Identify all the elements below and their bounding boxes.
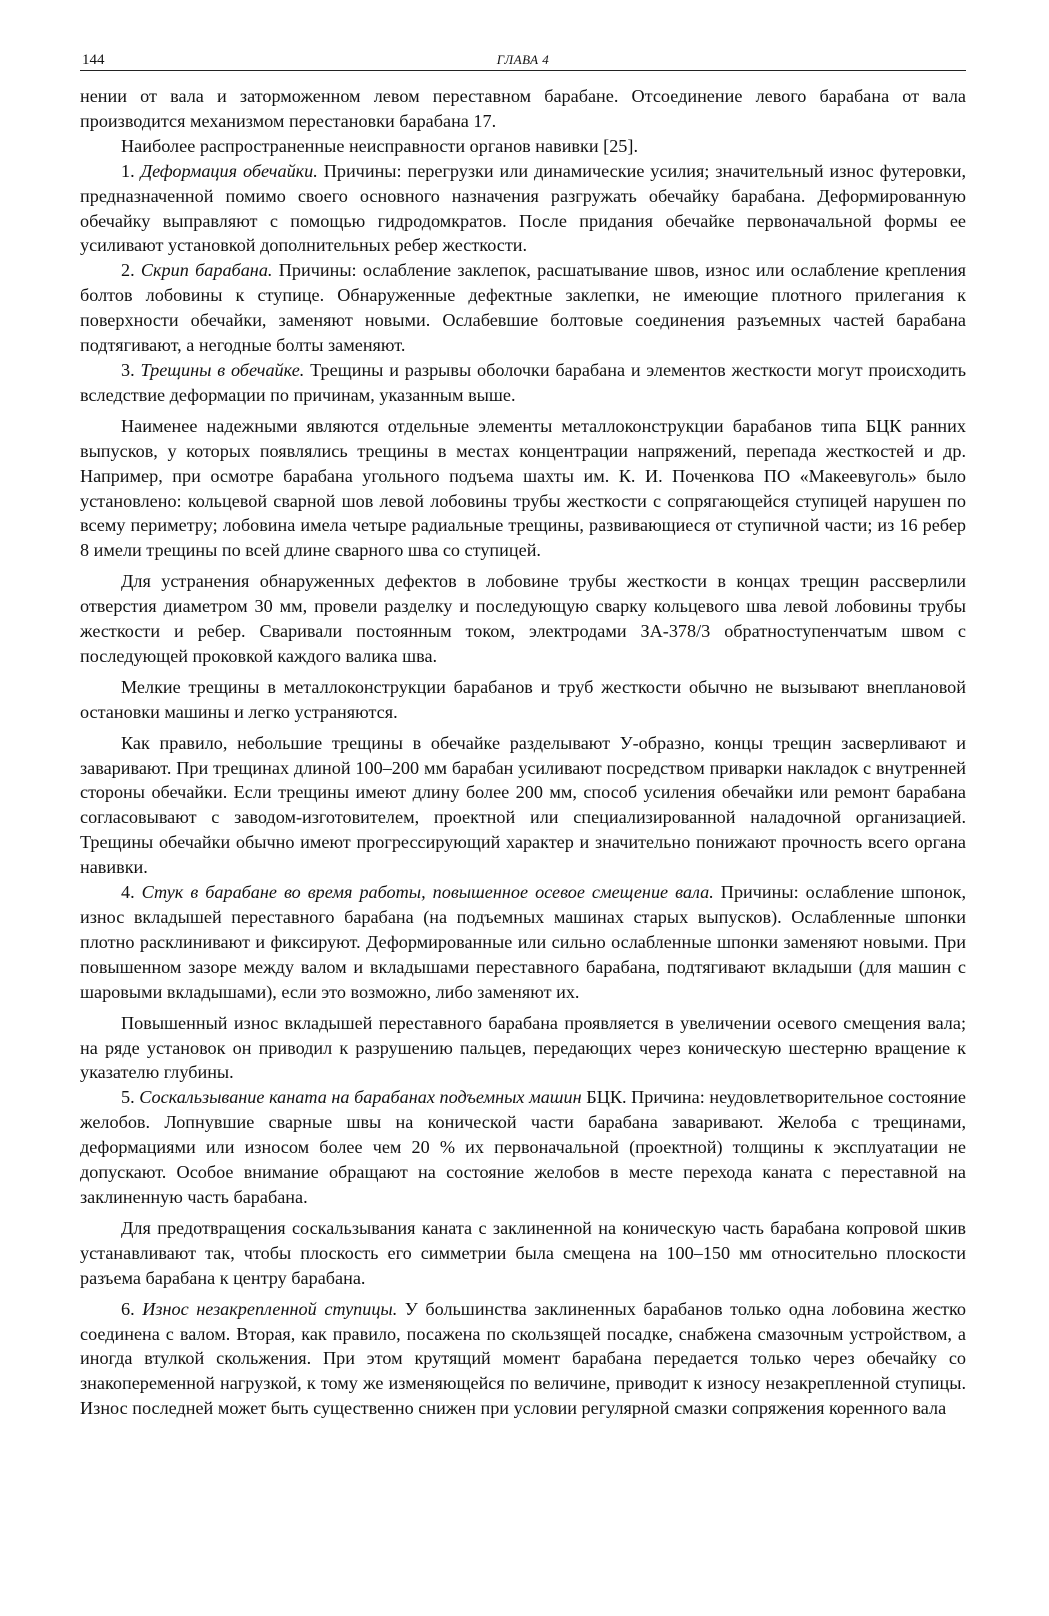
item-heading: Скрип барабана.: [140, 260, 273, 281]
paragraph-item-2: 2. Скрип барабана. Причины: ослабление заклепок, расшатывание швов, износ или ослабление крепления болтов лобовины к ступице. Обнаруженные дефектные заклепки, не имеющие плотного прилегания к поверхности обечайки, заменяют новыми. Ослабевшие болтовые соединения разъемных частей барабана подтягивают, а негодные болты заменяют.: [80, 260, 966, 356]
paragraph-item-3: 3. Трещины в обечайке. Трещины и разрывы оболочки барабана и элементов жесткости могут происходить вследствие деформации по причинам, указанным выше.: [80, 359, 967, 405]
paragraph-item-4: 4. Стук в барабане во время работы, повышенное осевое смещение вала. Причины: ослабление шпонок, износ вкладышей переставного барабана (на подъемных машинах старых выпусков). Ослабленные шпонки плотно расклинивают и фиксируют. Деформированные или сильно ослабленные шпонки заменяют новыми. При повышенном зазоре между валом и вкладышами переставного барабана, подтягивают вкладыши (для машин с шаровыми вкладышами), если это возможно, либо заменяют их.: [80, 882, 966, 1002]
item-heading: Стук в барабане во время работы, повышенное осевое смещение вала.: [141, 882, 714, 903]
running-head: ГЛАВА 4: [496, 52, 550, 67]
paragraph: Повышенный износ вкладышей переставного барабана проявляется в увеличении осевого смещения вала; на ряде установок он приводил к разрушению пальцев, передающих через коническую шестерню вращение к указателю глубины.: [80, 1012, 966, 1083]
page-number: 144: [82, 52, 105, 68]
paragraph: нении от вала и заторможенном левом переставном барабане. Отсоединение левого барабана от вала производится механизмом перестановки барабана 17.: [80, 86, 966, 131]
item-heading: Деформация обечайки.: [140, 160, 318, 181]
item-heading: Трещины в обечайке.: [140, 359, 305, 380]
paragraph: Наименее надежными являются отдельные элементы металлоконструкции барабанов типа БЦК ранних выпусков, у которых появлялись трещины в местах концентрации напряжений, перепада жесткостей и др. Например, при осмотре барабана угольного подъема шахты им. К. И. Поченкова ПО «Макеевуголь» было установлено: кольцевой сварной шов левой лобовины трубы жесткости с сопрягающейся ступицей нарушен по всему периметру; лобовина имела четыре радиальные трещины, развивающиеся от ступичной части; из 16 ребер 8 имели трещины по всей длине сварного шва со ступицей.: [80, 415, 966, 561]
item-heading: Износ незакрепленной ступицы.: [142, 1298, 398, 1319]
paragraph: Наиболее распространенные неисправности органов навивки [25].: [121, 135, 638, 156]
paragraph: Для устранения обнаруженных дефектов в лобовине трубы жесткости в концах трещин рассверлили отверстия диаметром 30 мм, провели разделку и последующую сварку кольцевого шва левой лобовины трубы жесткости и ребер. Сваривали постоянным током, электродами ЗА-378/3 обратноступенчатым швом с последующей проковкой каждого валика шва.: [80, 571, 966, 666]
paragraph-item-5: 5. Соскальзывание каната на барабанах подъемных машин БЦК. Причина: неудовлетворительное состояние желобов. Лопнувшие сварные швы на конической части барабана заваривают. Желоба с трещинами, деформациями или износом более чем 20 % их первоначальной (проектной) толщины к эксплуатации не допускают. Особое внимание обращают на состояние желобов в месте перехода каната с переставной на заклиненную часть барабана.: [80, 1087, 967, 1207]
page-header: [80, 48, 966, 71]
paragraph: Как правило, небольшие трещины в обечайке разделывают У-образно, концы трещин засверливают и заваривают. При трещинах длиной 100–200 мм барабан усиливают посредством приварки накладок с внутренней стороны обечайки. Если трещины имеют длину более 200 мм, способ усиления обечайки или ремонт барабана согласовывают с заводом-изготовителем, проектной или специализированной наладочной организацией. Трещины обечайки обычно имеют прогрессирующий характер и значительно понижают прочность всего органа навивки.: [80, 732, 966, 878]
paragraph-item-1: 1. Деформация обечайки. Причины: перегрузки или динамические усилия; значительный износ футеровки, предназначенной помимо своего основного назначения разгружать обечайку барабана. Деформированную обечайку выправляют с помощью гидродомкратов. После придания обечайке первоначальной формы ее усиливают установкой дополнительных ребер жесткости.: [80, 160, 966, 256]
item-heading: Соскальзывание каната на барабанах подъемных машин: [139, 1087, 582, 1108]
paragraph-item-6: 6. Износ незакрепленной ступицы. У большинства заклиненных барабанов только одна лобовина жестко соединена с валом. Вторая, как правило, посажена по скользящей посадке, снабжена смазочным устройством, а иногда втулкой скольжения. При этом крутящий момент барабана передается только через обечайку со знакопеременной нагрузкой, к тому же изменяющейся по величине, приводит к износу незакрепленной ступицы. Износ последней может быть существенно снижен при условии регулярной смазки сопряжения коренного вала: [80, 1298, 967, 1419]
page-body: [80, 84, 966, 1421]
paragraph: Мелкие трещины в металлоконструкции барабанов и труб жесткости обычно не вызывают внеплановой остановки машины и легко устраняются.: [80, 676, 966, 722]
paragraph: Для предотвращения соскальзывания каната с заклиненной на коническую часть барабана копровой шкив устанавливают так, чтобы плоскость его симметрии была смещена на 100–150 мм относительно плоскости разъема барабана к центру барабана.: [80, 1217, 966, 1288]
